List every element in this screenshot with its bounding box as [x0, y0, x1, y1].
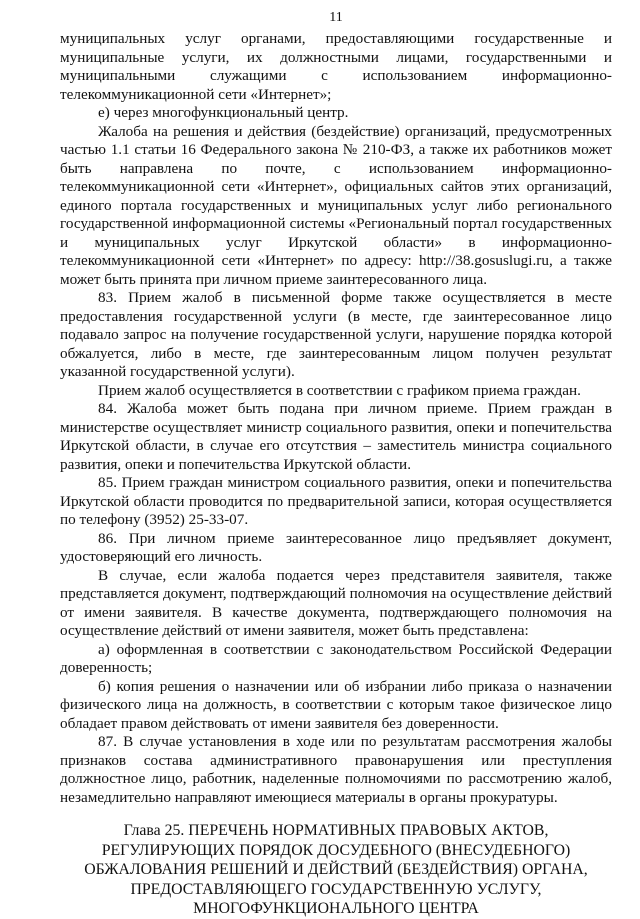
page-number: 11: [329, 10, 343, 25]
paragraph-83: 83. Прием жалоб в письменной форме также осуществляется в месте предоставления государственной услуги (в месте, где заинтересованное лицо подавало запрос на получение государственной услуги, нарушение порядка которой обжалуется, либо в месте, где заинтересованным лицом получен результат указанной государственной услуги).: [60, 289, 612, 380]
paragraph-86: 86. При личном приеме заинтересованное лицо предъявляет документ, удостоверяющий его личность.: [60, 529, 612, 565]
paragraph-85: 85. Прием граждан министром социального развития, опеки и попечительства Иркутской области проводится по предварительной записи, которая осуществляется по телефону (3952) 25-33-07.: [60, 474, 612, 528]
body-text: [60, 30, 612, 807]
paragraph-item-b: б) копия решения о назначении или об избрании либо приказа о назначении физического лица на должность, в соответствии с которым такое физическое лицо обладает правом действовать от имени заявителя без доверенности.: [60, 677, 612, 732]
chapter-heading: Глава 25. ПЕРЕЧЕНЬ НОРМАТИВНЫХ ПРАВОВЫХ АКТОВ, РЕГУЛИРУЮЩИХ ПОРЯДОК ДОСУДЕБНОГО (ВНЕСУДЕБНОГО) ОБЖАЛОВАНИЯ РЕШЕНИЙ И ДЕЙСТВИЙ (БЕЗДЕЙСТВИЯ) ОРГАНА, ПРЕДОСТАВЛЯЮЩЕГО ГОСУДАРСТВЕННУЮ УСЛУГУ, МНОГОФУНКЦИОНАЛЬНОГО ЦЕНТРА: [84, 822, 588, 917]
paragraph-87: 87. В случае установления в ходе или по результатам рассмотрения жалобы признаков состава административного правонарушения или преступления должностное лицо, работник, наделенные полномочиями по рассмотрению жалоб, незамедлительно направляют имеющиеся материалы в органы прокуратуры.: [60, 733, 612, 806]
paragraph-representative: В случае, если жалоба подается через представителя заявителя, также представляется документ, подтверждающий полномочия на осуществление действий от имени заявителя. В качестве документа, подтверждающего полномочия на осуществление действий от имени заявителя, может быть представлена:: [60, 566, 612, 639]
paragraph-item-a: а) оформленная в соответствии с законодательством Российской Федерации доверенность;: [60, 640, 612, 676]
paragraph-84: 84. Жалоба может быть подана при личном приеме. Прием граждан в министерстве осуществляет министр социального развития, опеки и попечительства Иркутской области, в случае его отсутствия – заместитель министра социального развития, опеки и попечительства Иркутской области.: [60, 400, 612, 473]
paragraph-schedule: Прием жалоб осуществляется в соответствии с графиком приема граждан.: [98, 381, 581, 399]
paragraph-continuation: муниципальных услуг органами, предоставляющими государственные и муниципальные услуги, их должностными лицами, государственными и муниципальными служащими с использованием информационно-телекоммуникационной сети «Интернет»;: [60, 30, 612, 103]
paragraph-item-e: е) через многофункциональный центр.: [98, 104, 349, 121]
paragraph-complaint-organizations: Жалоба на решения и действия (бездействие) организаций, предусмотренных частью 1.1 статьи 16 Федерального закона № 210-ФЗ, а также их работников может быть направлена по почте, с использованием информационно-телекоммуникационной сети «Интернет», официальных сайтов этих организаций, единого портала государственных и муниципальных услуг либо регионального государственной информационной системы «Региональный портал государственных и муниципальных услуг Иркутской области» в информационно-телекоммуникационной сети «Интернет» по адресу: http://38.gosuslugi.ru, а также может быть принята при личном приеме заинтересованного лица.: [60, 122, 612, 288]
document-page: [60, 10, 612, 919]
